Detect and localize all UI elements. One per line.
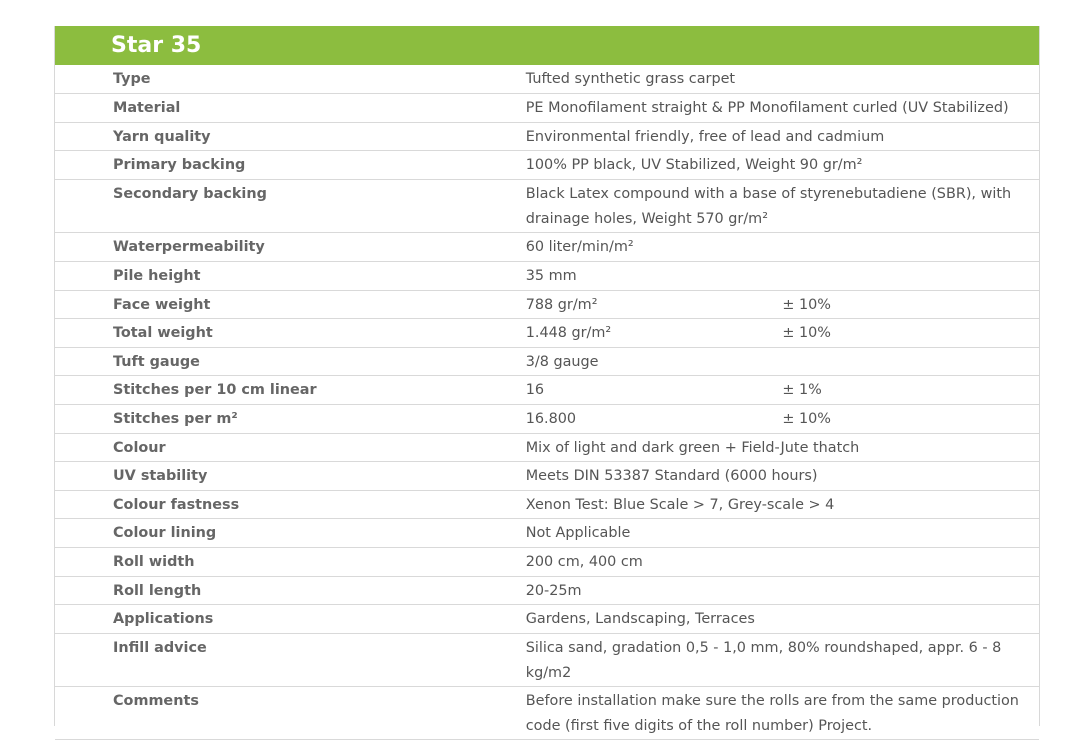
spec-tolerance: ± 10% <box>782 405 1039 434</box>
spec-label: Pile height <box>55 262 526 291</box>
spec-row <box>55 490 1039 519</box>
spec-label: Colour lining <box>55 519 526 548</box>
spec-label: Roll width <box>55 548 526 577</box>
spec-row <box>55 405 1039 434</box>
spec-value: Environmental friendly, free of lead and cadmium <box>526 122 1039 151</box>
spec-value: PE Monofilament straight & PP Monofilament curled (UV Stabilized) <box>526 94 1039 123</box>
spec-row <box>55 686 1039 740</box>
spec-label: Applications <box>55 605 526 634</box>
spec-label: UV stability <box>55 462 526 491</box>
spec-value: Tufted synthetic grass carpet <box>526 65 1039 94</box>
spec-value: 20-25m <box>526 576 1039 605</box>
spec-value: Black Latex compound with a base of styrenebutadiene (SBR), with drainage holes, Weight 570 gr/m² <box>526 179 1039 233</box>
spec-row <box>55 65 1039 94</box>
spec-label: Type <box>55 65 526 94</box>
spec-row <box>55 179 1039 233</box>
spec-label: Colour fastness <box>55 490 526 519</box>
spec-label: Colour <box>55 433 526 462</box>
spec-row <box>55 347 1039 376</box>
spec-row <box>55 633 1039 686</box>
spec-row <box>55 519 1039 548</box>
spec-value: 16.800 <box>526 405 783 434</box>
spec-label: Tuft gauge <box>55 347 526 376</box>
spec-row <box>55 319 1039 348</box>
spec-row <box>55 151 1039 180</box>
spec-tolerance: ± 10% <box>782 319 1039 348</box>
spec-value: 100% PP black, UV Stabilized, Weight 90 gr/m² <box>526 151 1039 180</box>
spec-value: Silica sand, gradation 0,5 - 1,0 mm, 80% roundshaped, appr. 6 - 8 kg/m2 <box>526 633 1039 686</box>
spec-value: 200 cm, 400 cm <box>526 548 1039 577</box>
spec-row <box>55 290 1039 319</box>
spec-value: Not Applicable <box>526 519 1039 548</box>
spec-label: Yarn quality <box>55 122 526 151</box>
spec-label: Material <box>55 94 526 123</box>
spec-table <box>55 65 1039 740</box>
spec-label: Stitches per 10 cm linear <box>55 376 526 405</box>
spec-value: Meets DIN 53387 Standard (6000 hours) <box>526 462 1039 491</box>
spec-value: Gardens, Landscaping, Terraces <box>526 605 1039 634</box>
spec-value: 788 gr/m² <box>526 290 783 319</box>
spec-row <box>55 462 1039 491</box>
spec-value: 35 mm <box>526 262 1039 291</box>
spec-row <box>55 576 1039 605</box>
spec-value: 16 <box>526 376 783 405</box>
spec-row <box>55 433 1039 462</box>
spec-value: Mix of light and dark green + Field-Jute thatch <box>526 433 1039 462</box>
spec-label: Infill advice <box>55 633 526 686</box>
spec-row <box>55 233 1039 262</box>
spec-row <box>55 605 1039 634</box>
spec-row <box>55 548 1039 577</box>
spec-label: Waterpermeability <box>55 233 526 262</box>
spec-value: Xenon Test: Blue Scale > 7, Grey-scale > 4 <box>526 490 1039 519</box>
spec-tolerance: ± 10% <box>782 290 1039 319</box>
product-header-bar <box>55 26 1039 65</box>
spec-row <box>55 262 1039 291</box>
spec-label: Stitches per m² <box>55 405 526 434</box>
spec-label: Face weight <box>55 290 526 319</box>
spec-label: Comments <box>55 686 526 740</box>
spec-row <box>55 122 1039 151</box>
spec-value: Before installation make sure the rolls are from the same production code (first five digits of the roll number) Project. <box>526 686 1039 740</box>
spec-value: 60 liter/min/m² <box>526 233 1039 262</box>
spec-label: Total weight <box>55 319 526 348</box>
spec-label: Secondary backing <box>55 179 526 233</box>
spec-label: Roll length <box>55 576 526 605</box>
spec-row <box>55 94 1039 123</box>
spec-tolerance: ± 1% <box>782 376 1039 405</box>
spec-value: 3/8 gauge <box>526 347 1039 376</box>
spec-card <box>54 26 1040 734</box>
spec-value: 1.448 gr/m² <box>526 319 783 348</box>
spec-table-body <box>55 65 1039 740</box>
spec-row <box>55 376 1039 405</box>
spec-label: Primary backing <box>55 151 526 180</box>
product-title: Star 35 <box>111 33 202 58</box>
